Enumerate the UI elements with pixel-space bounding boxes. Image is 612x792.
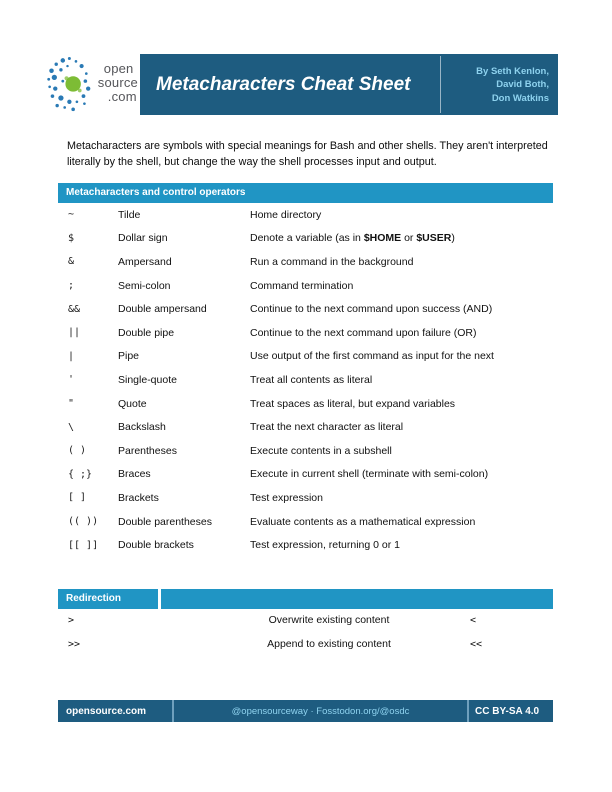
metachar-symbol: ' [68, 374, 75, 386]
redirect-symbol: >> [68, 638, 81, 650]
metacharacters-table [58, 203, 553, 557]
logo-line-open: open [103, 61, 134, 76]
table-row [58, 274, 553, 298]
opensource-dots-icon [44, 51, 95, 115]
header-banner [140, 54, 558, 115]
brand-logo [44, 50, 138, 116]
metachar-name: Dollar sign [118, 232, 168, 245]
metachar-symbol: && [68, 303, 81, 315]
metachar-name: Double parentheses [118, 515, 212, 528]
metachar-description: Treat spaces as literal, but expand variables [250, 397, 456, 410]
logo-line-com: .com [107, 89, 137, 104]
table-row [58, 486, 553, 510]
table-row [58, 392, 553, 416]
metachar-description: Execute contents in a subshell [250, 444, 392, 457]
redirection-section-header [58, 589, 553, 609]
metachar-name: Quote [118, 397, 147, 410]
metachar-description: Use output of the first command as input for the next [250, 350, 494, 363]
metachar-symbol: (( )) [68, 516, 99, 528]
redirect-description: Overwrite existing content [268, 614, 390, 626]
metachar-name: Brackets [118, 491, 159, 504]
metachar-symbol: $ [68, 232, 75, 244]
redirect-symbol: > [68, 614, 75, 626]
table-row [58, 321, 553, 345]
table-row [58, 297, 553, 321]
desc-text: Denote a variable (as in [250, 232, 364, 245]
table-row [58, 345, 553, 369]
metachar-name: Double pipe [118, 326, 175, 339]
metachar-description: Run a command in the background [250, 255, 414, 268]
metachar-symbol: \ [68, 421, 75, 433]
metachar-description: Test expression, returning 0 or 1 [250, 539, 400, 552]
metachar-symbol: [ ] [68, 492, 87, 504]
metachar-description: Evaluate contents as a mathematical expression [250, 515, 476, 528]
logo-text [97, 62, 138, 104]
metachar-name: Parentheses [118, 444, 177, 457]
metachar-name: Tilde [118, 208, 141, 221]
section-title: Redirection [66, 593, 122, 604]
metachar-symbol: ~ [68, 209, 75, 221]
metachar-description [250, 232, 553, 244]
metachar-description: Treat all contents as literal [250, 373, 373, 386]
author-line: Don Watkins [491, 92, 549, 104]
desc-bold-var: $USER [416, 232, 452, 245]
metachar-description: Test expression [250, 491, 323, 504]
footer-bar [58, 700, 553, 722]
redirection-header-empty-cell [161, 589, 553, 609]
metachar-name: Ampersand [118, 255, 172, 268]
metachar-symbol: || [68, 327, 81, 339]
logo-line-source: source [97, 75, 138, 90]
metachar-name: Pipe [118, 350, 140, 363]
sheet-title: Metacharacters Cheat Sheet [156, 73, 411, 95]
metachar-description: Treat the next character as literal [250, 421, 404, 434]
metachar-symbol: ; [68, 280, 75, 292]
desc-text: or [401, 232, 417, 245]
table-row [58, 415, 553, 439]
table-row [58, 632, 553, 656]
metachar-description: Home directory [250, 208, 322, 221]
metachar-description: Continue to the next command upon success (AND) [250, 303, 493, 316]
footer-license: CC BY-SA 4.0 [475, 705, 540, 717]
footer-social: @opensourceway · Fosstodon.org/@osdc [231, 705, 410, 717]
metachar-name: Double brackets [118, 539, 194, 552]
author-line: By Seth Kenlon, [476, 65, 549, 77]
table-row [58, 203, 553, 227]
metachar-name: Single-quote [118, 373, 177, 386]
desc-bold-var: $HOME [363, 232, 402, 245]
redirect-symbol-2: < [470, 614, 477, 626]
metachar-symbol: | [68, 350, 75, 362]
metachar-name: Braces [118, 468, 151, 481]
metachar-symbol: " [68, 398, 75, 410]
footer-site: opensource.com [66, 705, 147, 717]
table-row [58, 368, 553, 392]
table-row [58, 250, 553, 274]
metachar-symbol: { ;} [68, 468, 93, 480]
table-row [58, 510, 553, 534]
metachar-name: Double ampersand [118, 303, 207, 316]
table-row [58, 608, 553, 632]
section-title: Metacharacters and control operators [66, 187, 246, 198]
metachar-description: Execute in current shell (terminate with semi-colon) [250, 468, 489, 481]
metachar-symbol: & [68, 256, 75, 268]
metachar-name: Semi-colon [118, 279, 171, 292]
table-row [58, 533, 553, 557]
metachar-name: Backslash [118, 421, 166, 434]
redirect-description: Append to existing content [267, 638, 391, 650]
table-row [58, 439, 553, 463]
metacharacters-section-header [58, 183, 553, 203]
redirect-symbol-2: << [470, 638, 483, 650]
metachar-symbol: ( ) [68, 445, 87, 457]
banner-divider [440, 56, 441, 113]
redirection-header-cell [58, 589, 158, 609]
metachar-description: Continue to the next command upon failure (OR) [250, 326, 477, 339]
authors-block [476, 64, 549, 105]
intro-paragraph: Metacharacters are symbols with special meanings for Bash and other shells. They aren't interpreted literally by the shell, but change the way the shell processes input and output. [67, 140, 548, 168]
metachar-symbol: [[ ]] [68, 539, 99, 551]
table-row [58, 227, 553, 251]
metachar-description: Command termination [250, 279, 354, 292]
redirection-table [58, 608, 553, 656]
desc-text: ) [451, 232, 455, 245]
table-row [58, 463, 553, 487]
author-line: David Both, [496, 78, 549, 90]
